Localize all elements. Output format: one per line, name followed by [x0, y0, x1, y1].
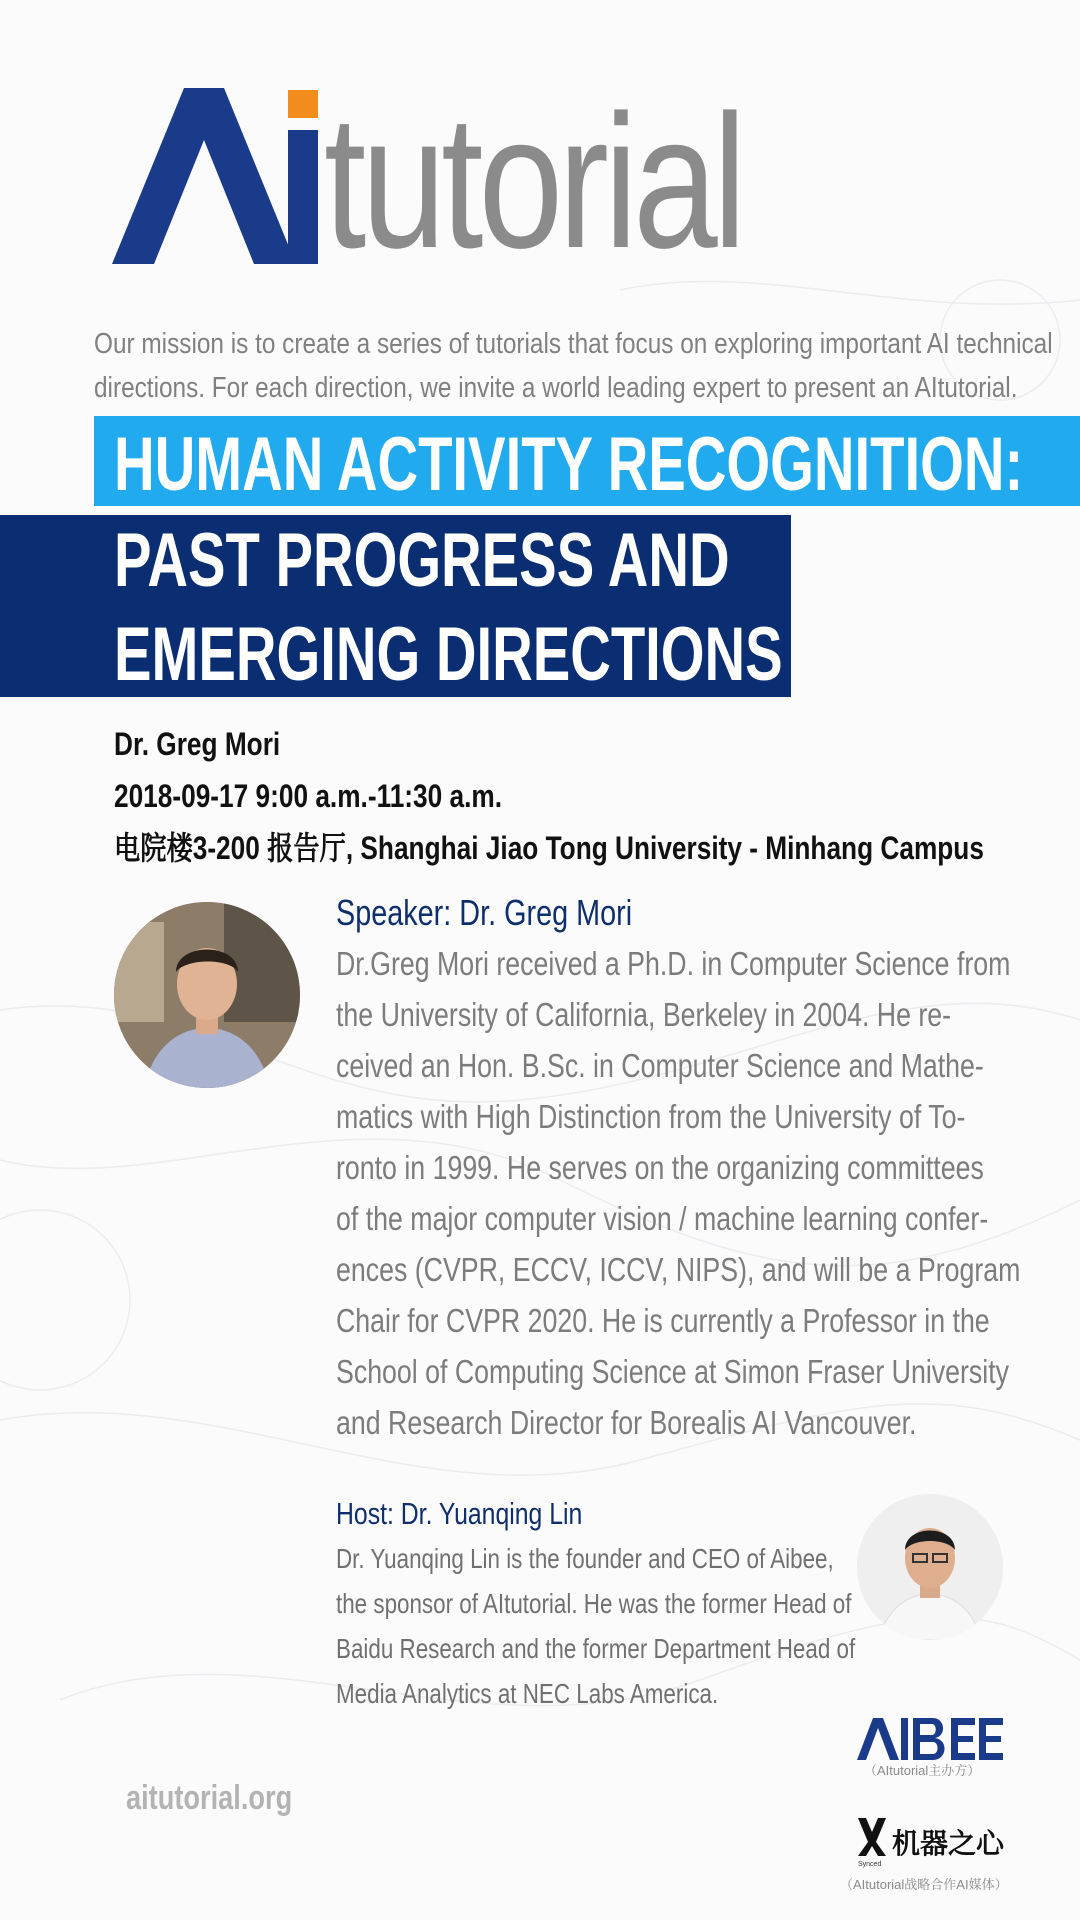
synced-label: Synced: [858, 1861, 882, 1868]
synced-caption: （AItutorial战略合作AI媒体）: [840, 1877, 1008, 1892]
synced-name: 机器之心: [892, 1828, 1005, 1859]
mission-line: directions. For each direction, we invite a world leading expert to present an AItutorial.: [94, 372, 1018, 404]
host-photo: [857, 1494, 1003, 1640]
bio-line: Baidu Research and the former Department Head of: [336, 1633, 856, 1664]
title-line: HUMAN ACTIVITY RECOGNITION:: [114, 422, 1024, 507]
bio-line: the University of California, Berkeley in 2004. He re-: [336, 996, 952, 1033]
speaker-heading: Speaker: Dr. Greg Mori: [336, 892, 633, 933]
bio-line: Dr.Greg Mori received a Ph.D. in Computer Science from: [336, 945, 1011, 982]
title-line: EMERGING DIRECTIONS: [114, 612, 783, 697]
talk-title: [114, 418, 1023, 702]
bio-line: Dr. Yuanqing Lin is the founder and CEO of Aibee,: [336, 1543, 834, 1574]
bio-line: matics with High Distinction from the University of To-: [336, 1098, 966, 1135]
bio-line: Chair for CVPR 2020. He is currently a Professor in the: [336, 1302, 990, 1339]
bio-line: ceived an Hon. B.Sc. in Computer Science and Mathe-: [336, 1047, 984, 1084]
logo-lambda-a: [112, 88, 296, 264]
bio-line: ences (CVPR, ECCV, ICCV, NIPS), and will be a Program: [336, 1251, 1021, 1288]
logo-i-stem: [288, 130, 318, 264]
bio-line: the sponsor of AItutorial. He was the former Head of: [336, 1588, 852, 1619]
aibee-caption: （AItutorial主办方）: [864, 1763, 981, 1778]
event-location: 电院楼3-200 报告厅, Shanghai Jiao Tong University - Minhang Campus: [114, 830, 984, 866]
bio-line: of the major computer vision / machine learning confer-: [336, 1200, 989, 1237]
website-link[interactable]: aitutorial.org: [126, 1779, 293, 1817]
event-speaker: Dr. Greg Mori: [114, 726, 281, 762]
bio-line: Media Analytics at NEC Labs America.: [336, 1678, 719, 1709]
logo-tutorial-word: tutorial: [324, 76, 742, 288]
bio-line: ronto in 1999. He serves on the organizing committees: [336, 1149, 984, 1186]
mission-statement: [94, 322, 1053, 410]
bio-line: and Research Director for Borealis AI Vancouver.: [336, 1404, 917, 1441]
bio-line: School of Computing Science at Simon Fraser University: [336, 1353, 1009, 1390]
speaker-bio: [336, 938, 1021, 1448]
mission-line: Our mission is to create a series of tutorials that focus on exploring important AI technical: [94, 328, 1053, 360]
host-heading: Host: Dr. Yuanqing Lin: [336, 1496, 583, 1531]
aibee-logo: [855, 1716, 1005, 1762]
speaker-photo: [114, 902, 300, 1088]
synced-logo-icon: [852, 1816, 892, 1870]
title-line: PAST PROGRESS AND: [114, 518, 730, 603]
logo-i-dot: [288, 90, 318, 118]
event-datetime: 2018-09-17 9:00 a.m.-11:30 a.m.: [114, 778, 503, 814]
event-details: [114, 718, 984, 874]
